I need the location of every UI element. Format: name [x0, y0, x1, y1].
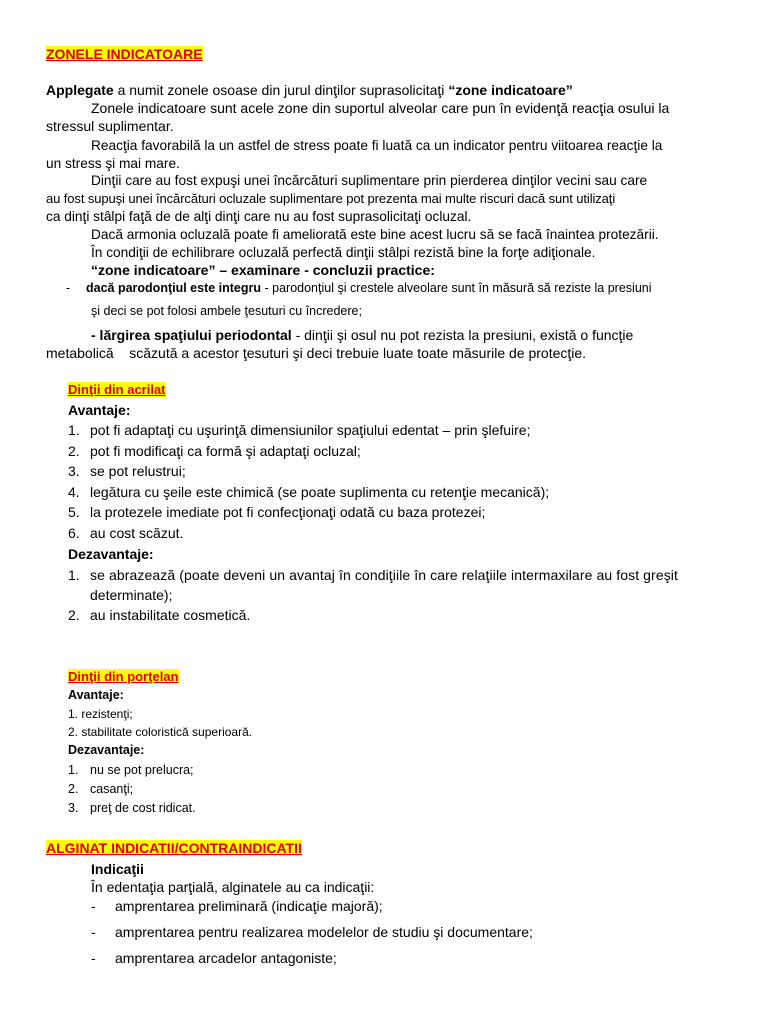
paragraph-4-line2: au fost supuşi unei încărcături ocluzale suplimentare pot prezenta mai multe riscuri dacă sunt utilizaţi [46, 191, 616, 206]
label-avantaje-portelan: Avantaje: [68, 688, 124, 702]
heading-text: Dinţii din porţelan [68, 669, 179, 684]
paragraph-5: Dacă armonia ocluzală poate fi ameliorată este bine acest lucru să se facă înaintea protezării. [91, 227, 659, 242]
item-number: 1. [68, 567, 80, 583]
label-dezavantaje: Dezavantaje: [68, 546, 154, 562]
heading-zonele-indicatoare [46, 46, 203, 63]
item-number: 3. [68, 463, 80, 479]
bullet-largire [91, 327, 633, 344]
item-text: pot fi adaptaţi cu uşurinţă dimensiunilor spaţiului edentat – prin şlefuire; [90, 422, 531, 438]
alginat-item-3 [91, 950, 337, 967]
bullet-bold: dacă parodonţiul este integru [86, 281, 262, 295]
heading-alginat [46, 840, 302, 857]
item-dash: - [91, 898, 96, 914]
heading-text: ALGINAT INDICATII/CONTRAINDICATII [46, 840, 302, 856]
bullet-largire-line2: metabolică scăzută a acestor ţesuturi şi deci trebuie luate toate măsurile de protecţie. [46, 345, 587, 361]
label-indicatii: Indicaţii [91, 861, 144, 877]
bullet-dash: - [66, 281, 71, 295]
bullet2-bold: - lărgirea spaţiului periodontal [91, 327, 292, 343]
portelan-disadv-2 [68, 781, 133, 798]
item-number: 2. [68, 443, 80, 459]
item-text: pot fi modificaţi ca formă şi adaptaţi ocluzal; [90, 443, 361, 459]
item-dash: - [91, 950, 96, 966]
item-text: amprentarea preliminară (indicaţie majoră); [115, 898, 383, 914]
adv-item-2 [68, 443, 361, 460]
disadv-item-1 [68, 567, 678, 584]
item-text: amprentarea arcadelor antagoniste; [115, 950, 337, 966]
adv-item-5 [68, 504, 485, 521]
indicatii-intro: În edentaţia parţială, alginatele au ca indicaţii: [91, 879, 375, 895]
portelan-disadv-1 [68, 762, 194, 779]
item-number: 6. [68, 525, 80, 541]
label-avantaje: Avantaje: [68, 402, 131, 418]
adv-item-6 [68, 525, 183, 542]
heading-dintii-portelan [68, 668, 179, 685]
bullet-parodontiu-line2: şi deci se pot folosi ambele ţesuturi cu încredere; [91, 304, 362, 318]
paragraph-2-line2: stressul suplimentar. [46, 118, 174, 134]
item-number: 4. [68, 484, 80, 500]
item-text: preţ de cost ridicat. [90, 801, 196, 815]
disadv-item-2 [68, 607, 250, 624]
alginat-item-1 [91, 898, 383, 915]
heading-text: ZONELE INDICATOARE [46, 46, 203, 62]
paragraph-2-line1: Zonele indicatoare sunt acele zone din suportul alveolar care pun în evidenţă reacţia osului la [91, 100, 670, 116]
item-text: se abrazează (poate deveni un avantaj în condiţiile în care relaţiile intermaxilare au fost greşit [90, 567, 679, 583]
paragraph-4-line1: Dinţii care au fost expuşi unei încărcături suplimentare prin pierderea dinţilor vecini sau care [91, 173, 648, 188]
label-dezavantaje-portelan: Dezavantaje: [68, 743, 145, 757]
subheading-examinare: “zone indicatoare” – examinare - concluzii practice: [91, 262, 435, 278]
portelan-adv-1: 1. rezistenţi; [68, 707, 133, 721]
item-number: 1. [68, 763, 79, 777]
bullet-rest: - parodonţiul şi crestele alveolare sunt în măsură să reziste la presiuni [261, 281, 652, 295]
adv-item-3 [68, 463, 186, 480]
portelan-adv-2: 2. stabilitate coloristică superioară. [68, 725, 253, 739]
item-text: au cost scăzut. [90, 525, 184, 541]
intro-bold: Applegate [46, 82, 114, 98]
alginat-item-2 [91, 924, 533, 941]
item-text: casanţi; [90, 782, 134, 796]
item-number: 3. [68, 801, 79, 815]
disadv-item-1-line2: determinate); [90, 587, 173, 603]
item-number: 2. [68, 607, 80, 623]
item-text: se pot relustrui; [90, 463, 186, 479]
paragraph-6: În condiţii de echilibrare ocluzală perfectă dinţii stâlpi rezistă bine la forţe adiţionale. [91, 245, 596, 260]
bullet-parodontiu [66, 280, 652, 297]
item-number: 2. [68, 782, 79, 796]
intro-rest: a numit zonele osoase din jurul dinţilor suprasolicitaţi [113, 82, 449, 98]
paragraph-3-line2: un stress şi mai mare. [46, 156, 180, 171]
item-number: 1. [68, 422, 80, 438]
item-text: au instabilitate cosmetică. [90, 607, 251, 623]
item-text: amprentarea pentru realizarea modelelor de studiu şi documentare; [115, 924, 533, 940]
adv-item-4 [68, 484, 549, 501]
heading-text: Dinţii din acrilat [68, 382, 166, 397]
adv-item-1 [68, 422, 530, 439]
paragraph-4-line3: ca dinţi stâlpi faţă de de alţi dinţi care nu au fost suprasolicitaţi ocluzal. [46, 209, 472, 224]
item-text: la protezele imediate pot fi confecţionaţi odată cu baza protezei; [90, 504, 486, 520]
paragraph-3-line1: Reacţia favorabilă la un astfel de stress poate fi luată ca un indicator pentru viitoarea reacţie la [91, 138, 663, 153]
bullet2-rest: - dinţii şi osul nu pot rezista la presiuni, există o funcţie [291, 327, 634, 343]
item-dash: - [91, 924, 96, 940]
item-number: 5. [68, 504, 80, 520]
item-text: nu se pot prelucra; [90, 763, 194, 777]
portelan-disadv-3 [68, 800, 196, 817]
paragraph-intro [46, 82, 573, 99]
item-text: legătura cu şeile este chimică (se poate suplimenta cu retenţie mecanică); [90, 484, 550, 500]
heading-dintii-acrilat [68, 381, 166, 398]
intro-term: “zone indicatoare” [448, 82, 573, 98]
